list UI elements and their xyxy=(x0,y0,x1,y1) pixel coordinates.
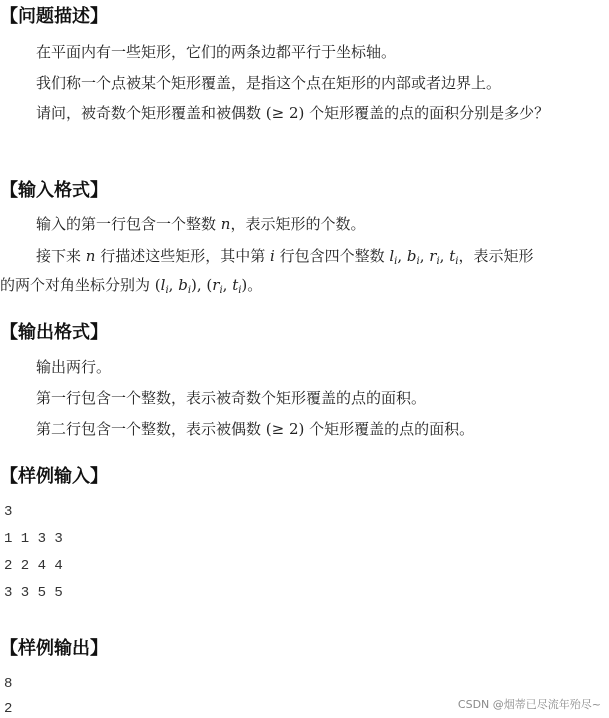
sample-input-line-1: 3 xyxy=(4,504,13,520)
description-paragraph-2: 我们称一个点被某个矩形覆盖，是指这个点在矩形的内部或者边界上。 xyxy=(36,74,502,92)
output-format-paragraph-3: 第二行包含一个整数，表示被偶数 (≥ 2) 个矩形覆盖的点的面积。 xyxy=(36,420,475,438)
description-paragraph-3: 请问，被奇数个矩形覆盖和被偶数 (≥ 2) 个矩形覆盖的点的面积分别是多少？ xyxy=(36,104,550,122)
section-heading-description: 【问题描述】 xyxy=(0,6,108,27)
sample-input-line-4: 3 3 5 5 xyxy=(4,585,63,601)
section-heading-sample-output: 【样例输出】 xyxy=(0,638,108,659)
csdn-watermark: CSDN @烟蒂已尽流年殆尽~ xyxy=(457,698,601,711)
section-heading-sample-input: 【样例输入】 xyxy=(0,466,108,487)
description-paragraph-1: 在平面内有一些矩形，它们的两条边都平行于坐标轴。 xyxy=(36,43,397,61)
input-format-paragraph-1: 输入的第一行包含一个整数 n，表示矩形的个数。 xyxy=(36,215,366,233)
section-heading-input-format: 【输入格式】 xyxy=(0,180,108,201)
output-format-paragraph-1: 输出两行。 xyxy=(36,358,112,376)
section-heading-output-format: 【输出格式】 xyxy=(0,322,108,343)
sample-input-line-3: 2 2 4 4 xyxy=(4,558,63,574)
output-format-paragraph-2: 第一行包含一个整数，表示被奇数个矩形覆盖的点的面积。 xyxy=(36,389,427,407)
sample-input-line-2: 1 1 3 3 xyxy=(4,531,63,547)
sample-output-line-2: 2 xyxy=(4,701,13,717)
sample-output-line-1: 8 xyxy=(4,676,13,692)
input-format-paragraph-2: 接下来 n 行描述这些矩形，其中第 i 行包含四个整数 $l_i$, $b_i$, $r_i$, $t_i$，表示矩形 xyxy=(36,247,534,267)
input-format-paragraph-3: 的两个对角坐标分别为 ($l_i$, $b_i$), ($r_i$, $t_i$)。 xyxy=(0,276,263,296)
